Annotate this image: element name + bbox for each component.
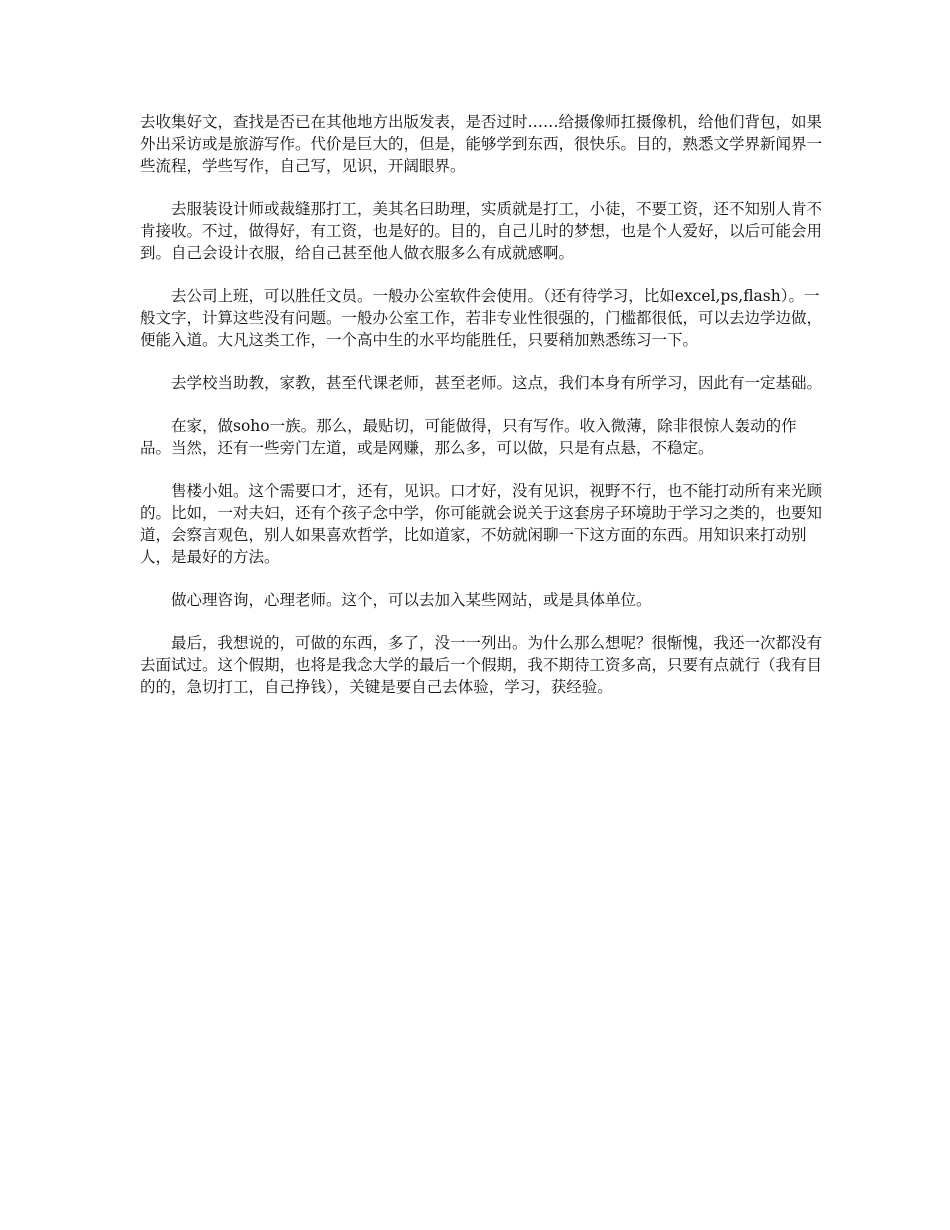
paragraph-1: 去收集好文，查找是否已在其他地方出版发表，是否过时……给摄像师扛摄像机，给他们背包，如果外出采访或是旅游写作。代价是巨大的，但是，能够学到东西，很快乐。目的，熟悉文学界新闻界一些流程，学些写作，自己写，见识，开阔眼界。 — [140, 113, 823, 175]
paragraph-4: 去学校当助教，家教，甚至代课老师，甚至老师。这点，我们本身有所学习，因此有一定基础。 — [171, 374, 823, 392]
paragraph-2: 去服装设计师或裁缝那打工，美其名曰助理，实质就是打工，小徒，不要工资，还不知别人肯不肯接收。不过，做得好，有工资，也是好的。目的，自己儿时的梦想，也是个人爱好，以后可能会用到。自己会设计衣服，给自己甚至他人做衣服多么有成就感啊。 — [140, 200, 823, 262]
paragraph-3: 去公司上班，可以胜任文员。一般办公室软件会使用。（还有待学习，比如excel,ps,flash）。一般文字，计算这些没有问题。一般办公室工作，若非专业性很强的，门槛都很低，可以去边学边做，便能入道。大凡这类工作，一个高中生的水平均能胜任，只要稍加熟悉练习一下。 — [140, 287, 823, 349]
paragraph-5: 在家，做soho一族。那么，最贴切，可能做得，只有写作。收入微薄，除非很惊人轰动的作品。当然，还有一些旁门左道，或是网赚，那么多，可以做，只是有点悬，不稳定。 — [140, 417, 797, 457]
document-body — [140, 111, 826, 719]
paragraph-8: 最后，我想说的，可做的东西，多了，没一一列出。为什么那么想呢？很惭愧，我还一次都没有去面试过。这个假期，也将是我念大学的最后一个假期，我不期待工资多高，只要有点就行（我有目的的，急切打工，自己挣钱），关键是要自己去体验，学习，获经验。 — [140, 634, 823, 696]
paragraph-7: 做心理咨询，心理老师。这个，可以去加入某些网站，或是具体单位。 — [171, 591, 652, 609]
paragraph-6: 售楼小姐。这个需要口才，还有，见识。口才好，没有见识，视野不行，也不能打动所有来光顾的。比如，一对夫妇，还有个孩子念中学，你可能就会说关于这套房子环境助于学习之类的，也要知道，会察言观色，别人如果喜欢哲学，比如道家，不妨就闲聊一下这方面的东西。用知识来打动别人，是最好的方法。 — [140, 482, 823, 566]
